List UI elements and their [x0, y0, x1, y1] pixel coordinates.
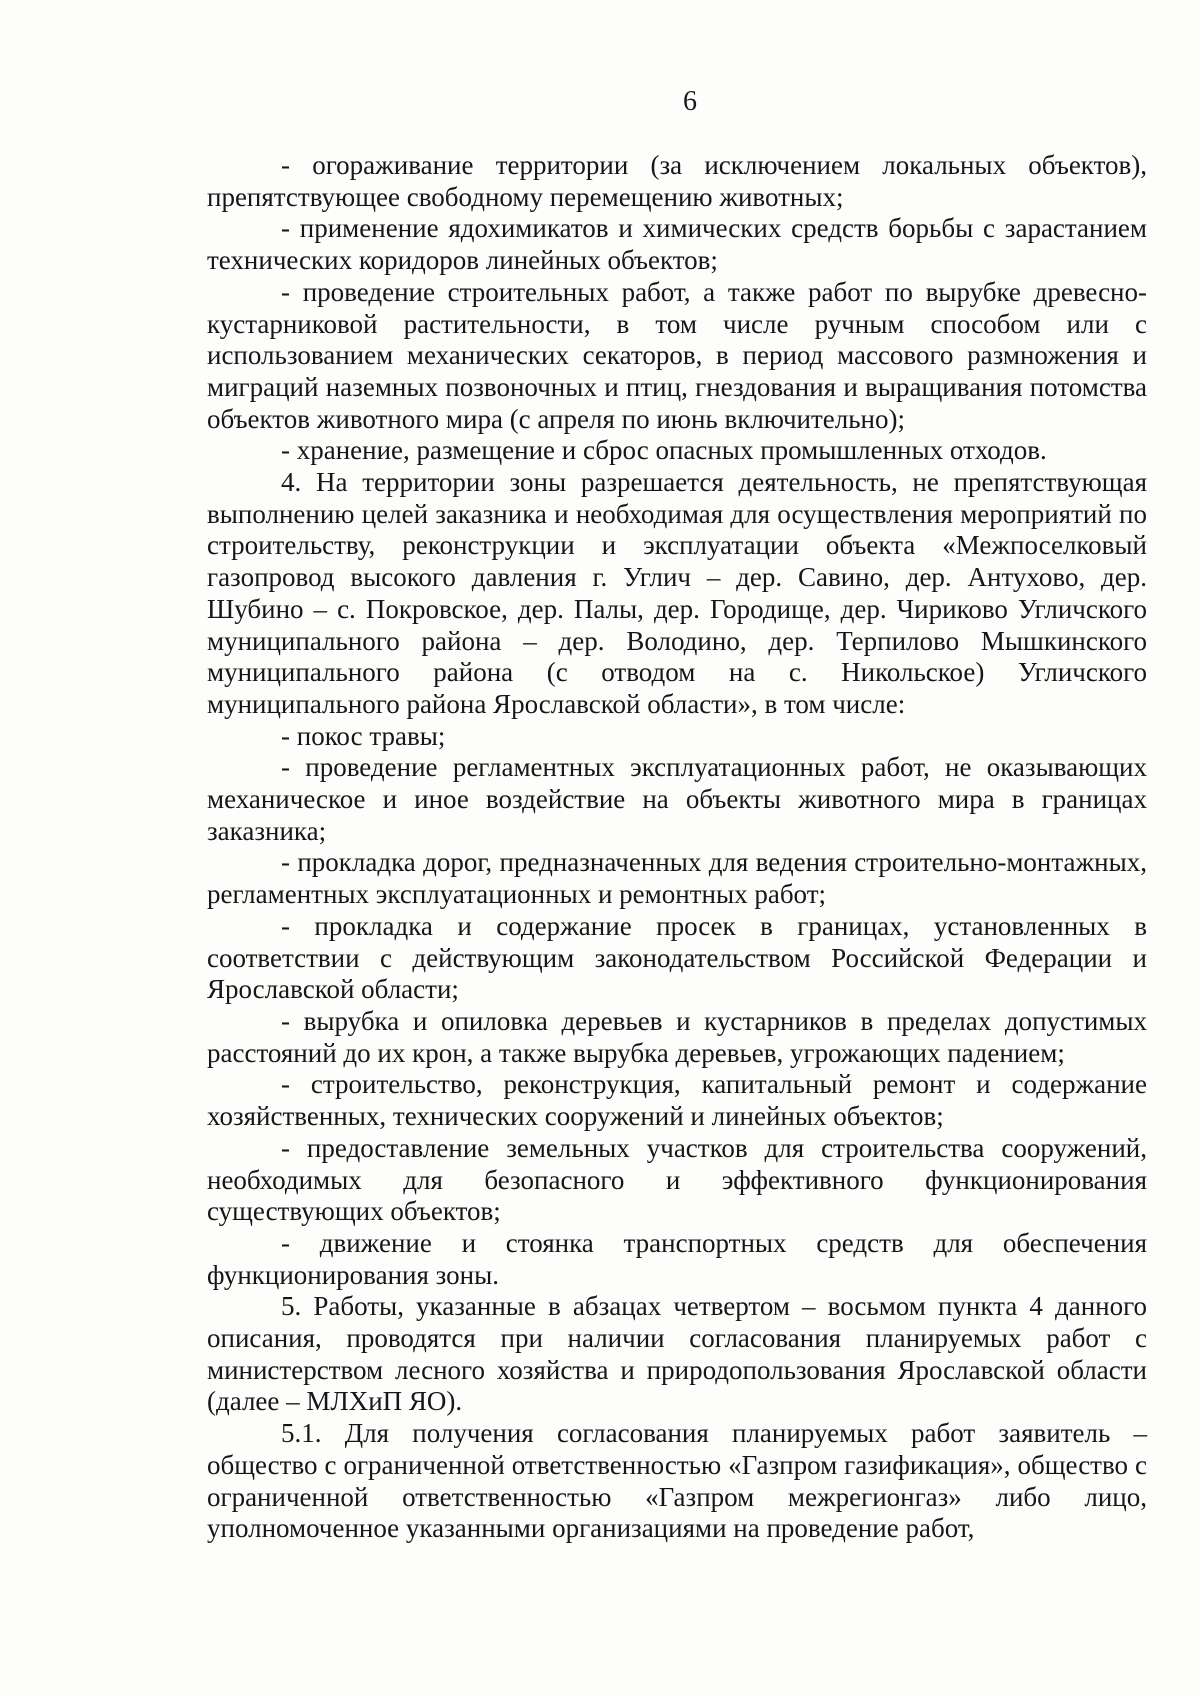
paragraph-vehicles: - движение и стоянка транспортных средств для обеспечения функционирования зоны. [207, 1227, 1147, 1290]
paragraph-fencing-prohibition: - огораживание территории (за исключением локальных объектов), препятствующее свободному перемещению животных; [207, 150, 1147, 212]
paragraph-item-5-1: 5.1. Для получения согласования планируемых работ заявитель – общество с ограниченной ответственностью «Газпром газификация», общество с ограниченной ответственностью «Газпром межрегионгаз» либо лицо, уполномоченное указанными организациями на проведение работ, [207, 1418, 1147, 1544]
paragraph-structures: - строительство, реконструкция, капитальный ремонт и содержание хозяйственных, технических сооружений и линейных объектов; [207, 1069, 1147, 1132]
paragraph-clearings: - прокладка и содержание просек в границах, установленных в соответствии с действующим законодательством Российской Федерации и Ярославской области; [207, 910, 1147, 1005]
paragraph-item-5: 5. Работы, указанные в абзацах четвертом – восьмом пункта 4 данного описания, проводятся при наличии согласования планируемых работ с министерством лесного хозяйства и природопользования Ярославской области (далее – МЛХиП ЯО). [207, 1291, 1147, 1417]
paragraph-tree-cutting: - вырубка и опиловка деревьев и кустарников в пределах допустимых расстояний до их крон, а также вырубка деревьев, угрожающих падением; [207, 1005, 1147, 1068]
paragraph-item-4: 4. На территории зоны разрешается деятельность, не препятствующая выполнению целей заказника и необходимая для осуществления мероприятий по строительству, реконструкции и эксплуатации объекта «Межпоселковый газопровод высокого давления г. Углич – дер. Савино, дер. Антухово, дер. Шубино – с. Покровское, дер. Палы, дер. Городище, дер. Чириково Угличского муниципального района – дер. Володино, дер. Терпилово Мышкинского муниципального района (с отводом на с. Никольское) Угличского муниципального района Ярославской области», в том числе: [207, 467, 1147, 719]
paragraph-construction-prohibition: - проведение строительных работ, а также работ по вырубке древесно-кустарниковой растительности, в том числе ручным способом или с использованием механических секаторов, в период массового размножения и миграций наземных позвоночных и птиц, гнездования и выращивания потомства объектов животного мира (с апреля по июнь включительно); [207, 276, 1147, 434]
page-number: 6 [683, 86, 697, 117]
paragraph-road-laying: - прокладка дорог, предназначенных для ведения строительно-монтажных, регламентных эксплуатационных и ремонтных работ; [207, 847, 1147, 910]
paragraph-pesticides-prohibition: - применение ядохимикатов и химических средств борьбы с зарастанием технических коридоров линейных объектов; [207, 213, 1147, 276]
document-body [207, 150, 1147, 1545]
paragraph-maintenance-works: - проведение регламентных эксплуатационных работ, не оказывающих механическое и иное воздействие на объекты животного мира в границах заказника; [207, 752, 1147, 846]
paragraph-land-plots: - предоставление земельных участков для строительства сооружений, необходимых для безопасного и эффективного функционирования существующих объектов; [207, 1132, 1147, 1227]
paragraph-grass-mowing: - покос травы; [281, 720, 446, 751]
paragraph-waste-prohibition: - хранение, размещение и сброс опасных промышленных отходов. [281, 435, 1047, 466]
